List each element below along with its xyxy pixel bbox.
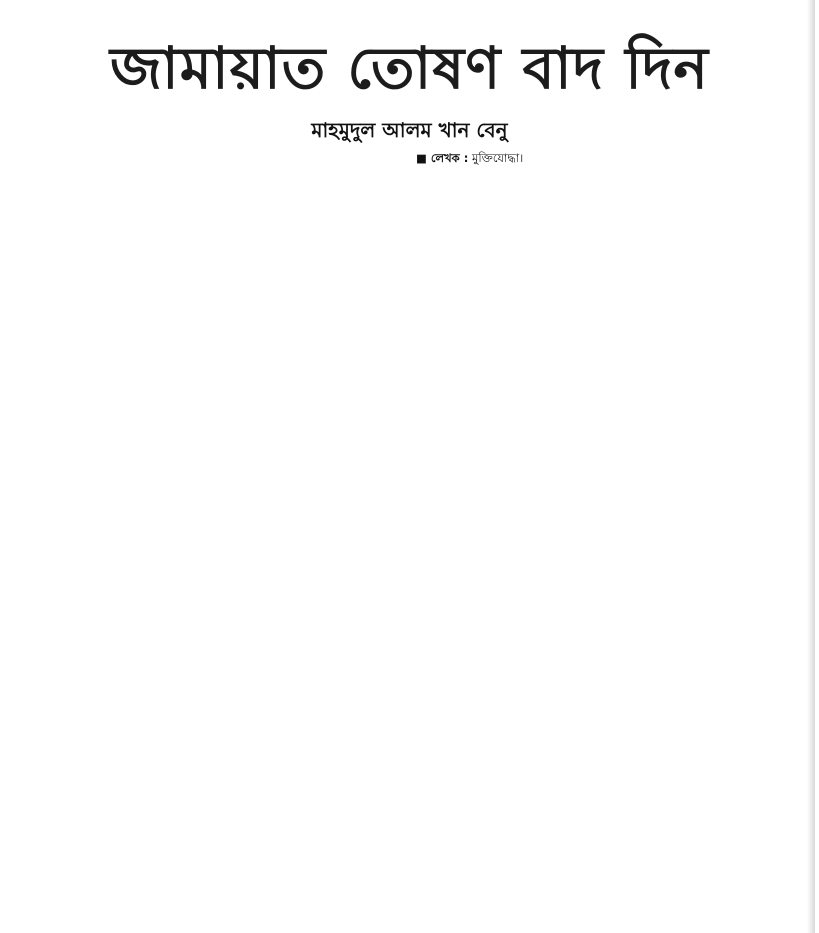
- right-column: [416, 150, 791, 895]
- article-byline: মাহমুদুল আলম খান বেনু: [311, 118, 508, 142]
- author-note-text: মুক্তিযোদ্ধা।: [471, 151, 524, 165]
- author-note: [416, 150, 791, 167]
- article-headline: জামায়াত তোষণ বাদ দিন: [110, 34, 709, 102]
- article-body: [27, 150, 791, 895]
- author-note-label: ■ লেখক :: [416, 151, 469, 165]
- page-edge-shadow: [807, 0, 815, 933]
- left-column: [27, 150, 402, 895]
